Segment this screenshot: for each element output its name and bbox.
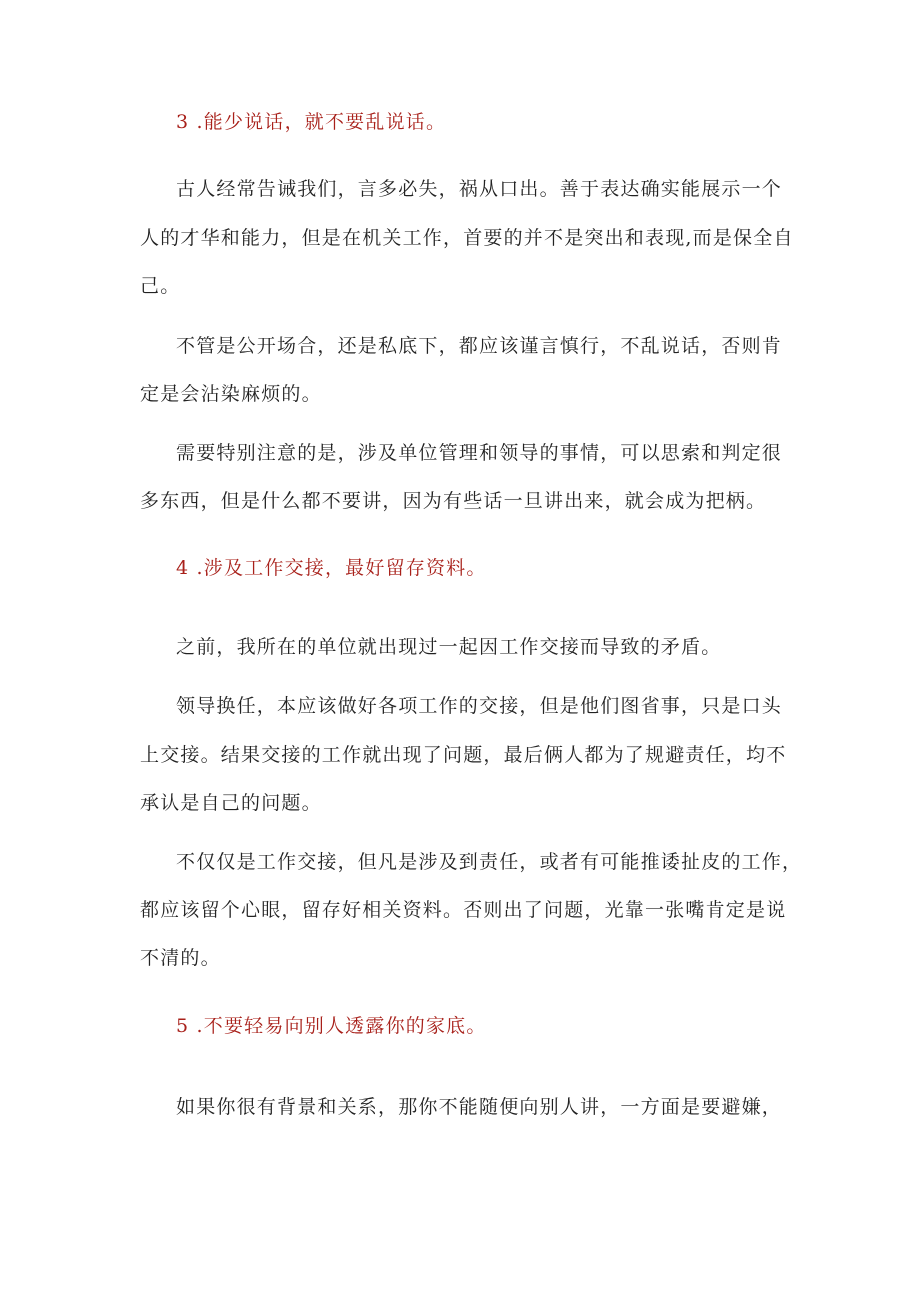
paragraph-line: 上交接。结果交接的工作就出现了问题，最后俩人都为了规避责任，均不 xyxy=(140,744,787,766)
paragraph-line: 不仅仅是工作交接，但凡是涉及到责任，或者有可能推诿扯皮的工作， xyxy=(176,851,803,873)
paragraph-line: 领导换任，本应该做好各项工作的交接，但是他们图省事，只是口头 xyxy=(176,695,783,717)
paragraph-line: 定是会沾染麻烦的。 xyxy=(140,383,322,405)
paragraph-line: 都应该留个心眼，留存好相关资料。否则出了问题，光靠一张嘴肯定是说 xyxy=(140,899,787,921)
paragraph-line: 不管是公开场合，还是私底下，都应该谨言慎行，不乱说话，否则肯 xyxy=(176,335,783,357)
paragraph-line: 人的才华和能力，但是在机关工作，首要的并不是突出和表现,而是保全自 xyxy=(140,227,794,249)
paragraph-line: 古人经常告诫我们，言多必失，祸从口出。善于表达确实能展示一个 xyxy=(176,178,783,200)
paragraph-line: 不清的。 xyxy=(140,947,221,969)
paragraph-line: 如果你很有背景和关系，那你不能随便向别人讲，一方面是要避嫌， xyxy=(176,1096,783,1118)
paragraph-line: 多东西，但是什么都不要讲，因为有些话一旦讲出来，就会成为把柄。 xyxy=(140,490,767,512)
paragraph-line: 己。 xyxy=(140,275,181,297)
section-heading-3: 3 .能少说话，就不要乱说话。 xyxy=(176,111,447,133)
paragraph-line: 需要特别注意的是，涉及单位管理和领导的事情，可以思索和判定很 xyxy=(176,442,783,464)
section-heading-5: 5 .不要轻易向别人透露你的家底。 xyxy=(176,1015,487,1037)
section-heading-4: 4 .涉及工作交接，最好留存资料。 xyxy=(176,557,487,579)
paragraph-line: 承认是自己的问题。 xyxy=(140,792,322,814)
paragraph-line: 之前，我所在的单位就出现过一起因工作交接而导致的矛盾。 xyxy=(176,636,722,658)
